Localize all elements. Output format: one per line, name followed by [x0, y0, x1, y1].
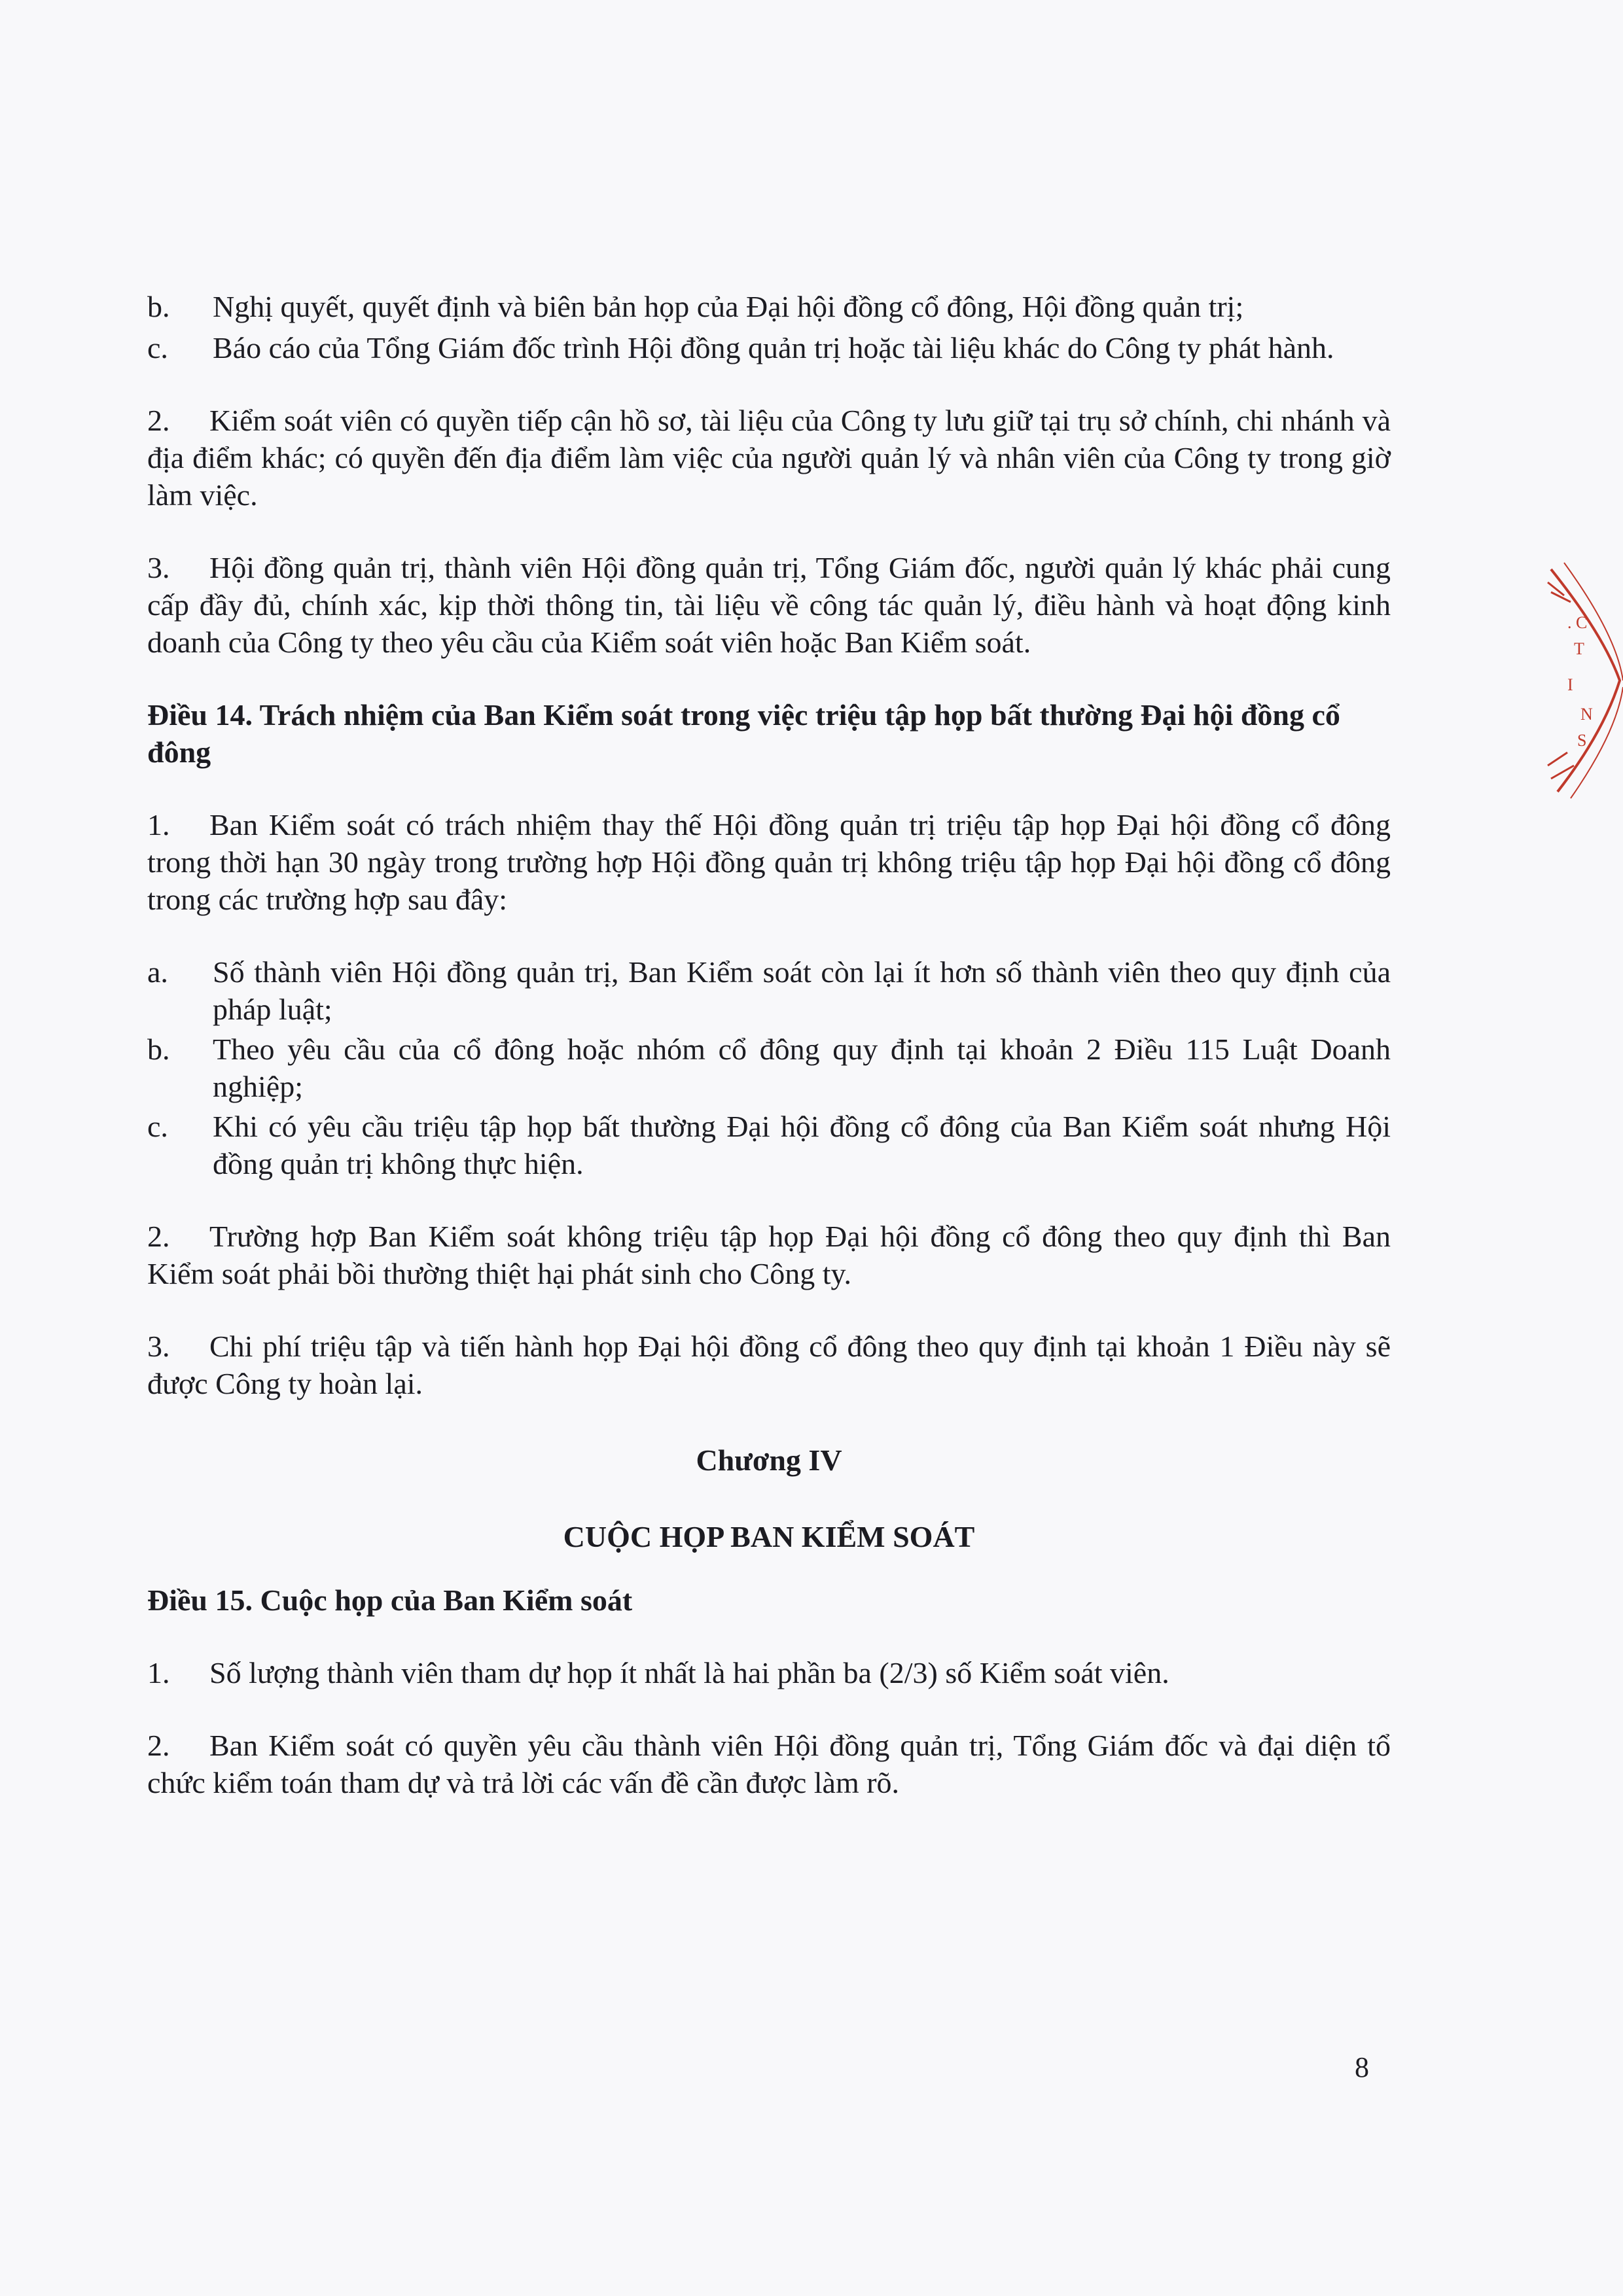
chapter-label: Chương IV [696, 1443, 842, 1477]
list-item [147, 288, 1391, 325]
paragraph-text: Ban Kiểm soát có trách nhiệm thay thế Hội đồng quản trị triệu tập họp Đại hội đồng cổ đông trong thời hạn 30 ngày trong trường hợp Hội đồng quản trị không triệu tập họp Đại hội đồng cổ đông trong các trường hợp sau đây: [147, 808, 1391, 916]
list-item [147, 953, 1391, 1028]
paragraph [147, 1727, 1391, 1801]
article-15-title: Điều 15. Cuộc họp của Ban Kiểm soát [147, 1583, 633, 1617]
svg-text:S: S [1577, 731, 1587, 750]
paragraph-text: Chi phí triệu tập và tiến hành họp Đại hội đồng cổ đông theo quy định tại khoản 1 Điều này sẽ được Công ty hoàn lại. [147, 1330, 1391, 1400]
paragraph-number: 2. [147, 404, 170, 437]
seal-stamp-icon [1544, 556, 1623, 805]
paragraph-number: 2. [147, 1220, 170, 1253]
paragraph-number: 3. [147, 551, 170, 584]
paragraph-text: Hội đồng quản trị, thành viên Hội đồng quản trị, Tổng Giám đốc, người quản lý khác phải cung cấp đầy đủ, chính xác, kịp thời thông tin, tài liệu về công tác quản lý, điều hành và hoạt động kinh doanh của Công ty theo yêu cầu của Kiểm soát viên hoặc Ban Kiểm soát. [147, 551, 1391, 659]
paragraph-number: 1. [147, 808, 170, 841]
list-text: Số thành viên Hội đồng quản trị, Ban Kiểm soát còn lại ít hơn số thành viên theo quy định của pháp luật; [213, 955, 1391, 1026]
paragraph [147, 402, 1391, 514]
article-14-title: Điều 14. Trách nhiệm của Ban Kiểm soát trong việc triệu tập họp bất thường Đại hội đồng cổ đông [147, 698, 1340, 769]
list-item [147, 1108, 1391, 1182]
paragraph [147, 549, 1391, 661]
list-marker: c. [147, 1110, 168, 1143]
svg-text:I: I [1567, 675, 1573, 694]
paragraph-number: 3. [147, 1330, 170, 1363]
list-marker: a. [147, 955, 168, 989]
list-item [147, 1031, 1391, 1105]
list-marker: b. [147, 1033, 170, 1066]
paragraph [147, 1654, 1391, 1691]
chapter-title: CUỘC HỌP BAN KIỂM SOÁT [563, 1520, 975, 1553]
list-marker: b. [147, 290, 170, 323]
paragraph-number: 1. [147, 1656, 170, 1689]
paragraph [147, 1218, 1391, 1292]
list-text: Theo yêu cầu của cổ đông hoặc nhóm cổ đông quy định tại khoản 2 Điều 115 Luật Doanh nghiệp; [213, 1033, 1391, 1103]
list-text: Báo cáo của Tổng Giám đốc trình Hội đồng quản trị hoặc tài liệu khác do Công ty phát hành. [213, 331, 1334, 364]
list-text: Nghị quyết, quyết định và biên bản họp của Đại hội đồng cổ đông, Hội đồng quản trị; [213, 290, 1244, 323]
list-item [147, 329, 1391, 366]
list-marker: c. [147, 331, 168, 364]
paragraph-text: Trường hợp Ban Kiểm soát không triệu tập họp Đại hội đồng cổ đông theo quy định thì Ban Kiểm soát phải bồi thường thiệt hại phát sinh cho Công ty. [147, 1220, 1391, 1290]
svg-text:T: T [1574, 639, 1584, 658]
list-text: Khi có yêu cầu triệu tập họp bất thường Đại hội đồng cổ đông của Ban Kiểm soát nhưng Hội đồng quản trị không thực hiện. [213, 1110, 1391, 1180]
svg-text:. C: . C [1567, 613, 1588, 632]
paragraph [147, 1328, 1391, 1402]
paragraph [147, 806, 1391, 918]
paragraph-text: Ban Kiểm soát có quyền yêu cầu thành viên Hội đồng quản trị, Tổng Giám đốc và đại diện tổ chức kiểm toán tham dự và trả lời các vấn đề cần được làm rõ. [147, 1729, 1391, 1799]
document-body [147, 288, 1391, 1801]
paragraph-number: 2. [147, 1729, 170, 1762]
paragraph-text: Kiểm soát viên có quyền tiếp cận hồ sơ, tài liệu của Công ty lưu giữ tại trụ sở chính, chi nhánh và địa điểm khác; có quyền đến địa điểm làm việc của người quản lý và nhân viên của Công ty trong giờ làm việc. [147, 404, 1391, 512]
paragraph-text: Số lượng thành viên tham dự họp ít nhất là hai phần ba (2/3) số Kiểm soát viên. [209, 1656, 1169, 1689]
svg-text:N: N [1580, 705, 1593, 724]
page-number: 8 [1355, 2051, 1369, 2083]
